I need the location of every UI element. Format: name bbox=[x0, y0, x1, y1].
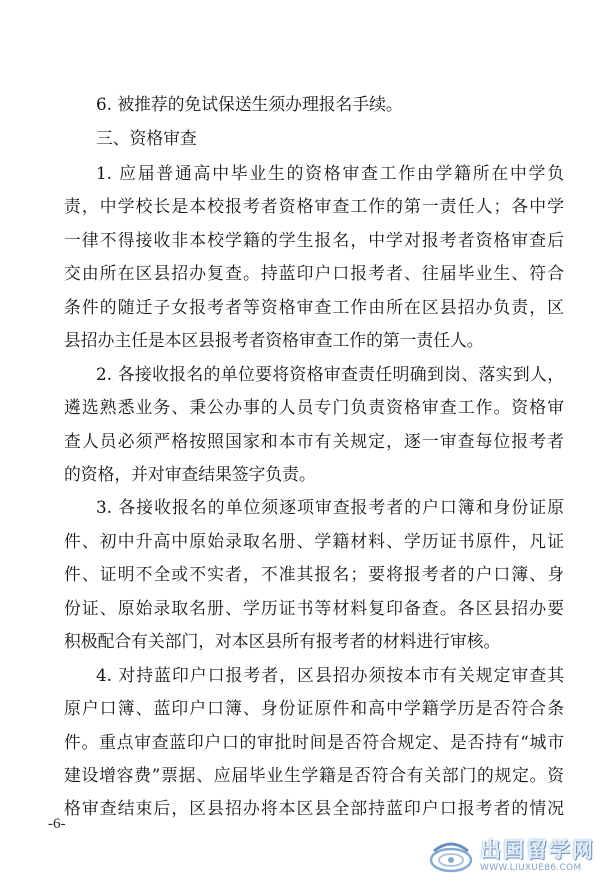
paragraph-4-line-4: 建设增容费”票据、应届毕业生学籍是否符合有关部门的规定。资 bbox=[64, 765, 564, 785]
paragraph-1-line-2: 责，中学校长是本校报考者资格审查工作的第一责任人；各中学 bbox=[64, 196, 564, 216]
watermark-site-name: 出国留学网 bbox=[480, 837, 595, 862]
paragraph-1-line-3: 一律不得接收非本校学籍的学生报名，中学对报考者资格审查后 bbox=[64, 230, 564, 250]
paragraph-3-line-1: 3. 各接收报名的单位须逐项审查报考者的户口簿和身份证原 bbox=[96, 497, 564, 517]
list-item-6: 6. 被推荐的免试保送生须办理报名手续。 bbox=[96, 94, 403, 114]
paragraph-3-line-5: 积极配合有关部门，对本区县所有报考者的材料进行审核。 bbox=[64, 631, 501, 651]
section-heading-qualification-review: 三、资格审查 bbox=[96, 128, 197, 148]
paragraph-2-line-1: 2. 各接收报名的单位要将资格审查责任明确到岗、落实到人， bbox=[96, 364, 564, 384]
paragraph-4-line-1: 4. 对持蓝印户口报考者，区县招办须按本市有关规定审查其 bbox=[96, 665, 564, 685]
paragraph-3-line-2: 件、初中升高中原始录取名册、学籍材料、学历证书原件，凡证 bbox=[64, 531, 564, 551]
paragraph-4-line-5: 格审查结束后，区县招办将本区县全部持蓝印户口报考者的情况 bbox=[64, 798, 564, 818]
paragraph-1-line-5: 条件的随迁子女报考者等资格审查工作由所在区县招办负责，区 bbox=[64, 297, 564, 317]
watermark-site-url: WWW.LIUXUE86.COM bbox=[480, 862, 582, 873]
paragraph-3-line-3: 件、证明不全或不实者，不准其报名；要将报考者的户口簿、身 bbox=[64, 564, 564, 584]
page-number: -6- bbox=[48, 816, 66, 832]
paragraph-3-line-4: 份证、原始录取名册、学历证书等材料复印备查。各区县招办要 bbox=[64, 598, 564, 618]
paragraph-2-line-3: 查人员必须严格按照国家和本市有关规定，逐一审查每位报考者 bbox=[64, 431, 564, 451]
site-watermark bbox=[428, 836, 596, 876]
paragraph-2-line-4: 的资格，并对审查结果签字负责。 bbox=[64, 464, 316, 484]
paragraph-4-line-3: 件。重点审查蓝印户口的审批时间是否符合规定、是否持有“城市 bbox=[64, 732, 564, 752]
globe-logo-icon bbox=[428, 839, 474, 873]
paragraph-1-line-1: 1. 应届普通高中毕业生的资格审查工作由学籍所在中学负 bbox=[96, 163, 564, 183]
paragraph-1-line-4: 交由所在区县招办复查。持蓝印户口报考者、往届毕业生、符合 bbox=[64, 263, 564, 283]
paragraph-2-line-2: 遴选熟悉业务、秉公办事的人员专门负责资格审查工作。资格审 bbox=[64, 397, 564, 417]
paragraph-4-line-2: 原户口簿、蓝印户口簿、身份证原件和高中学籍学历是否符合条 bbox=[64, 698, 564, 718]
paragraph-1-line-6: 县招办主任是本区县报考者资格审查工作的第一责任人。 bbox=[64, 330, 484, 350]
